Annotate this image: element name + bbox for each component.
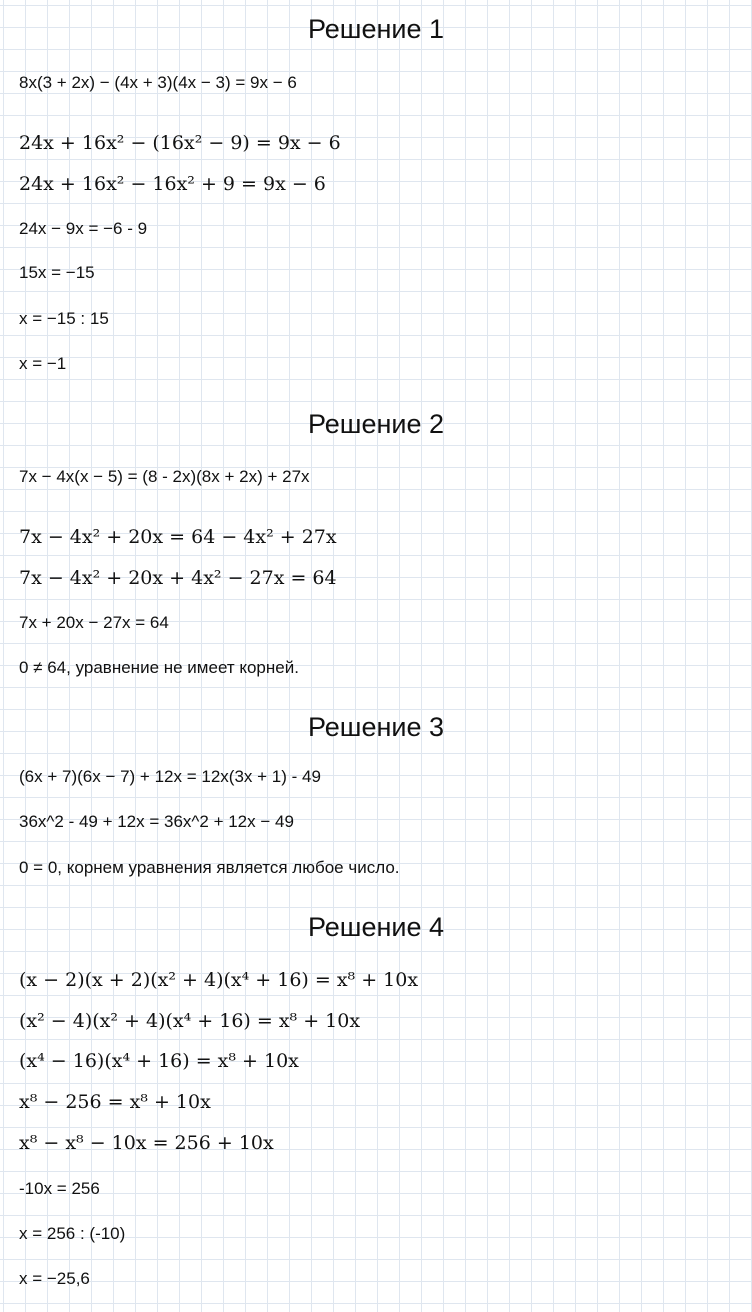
solution-4-line-7: x = 256 : (-10) — [19, 1224, 126, 1243]
solution-2-line-5: 0 ≠ 64, уравнение не имеет корней. — [19, 658, 299, 677]
solution-1-line-2: 24x + 16x² − (16x² − 9) = 9x − 6 — [19, 132, 341, 154]
solution-3-line-3: 0 = 0, корнем уравнения является любое число. — [19, 858, 400, 877]
solution-2-line-2: 7x − 4x² + 20x = 64 − 4x² + 27x — [19, 526, 337, 548]
solution-3-title: Решение 3 — [307, 712, 445, 742]
solution-4-line-2: (x² − 4)(x² + 4)(x⁴ + 16) = x⁸ + 10x — [19, 1010, 361, 1032]
solution-4-line-4: x⁸ − 256 = x⁸ + 10x — [19, 1091, 211, 1113]
solution-1-line-1: 8x(3 + 2x) − (4x + 3)(4x − 3) = 9x − 6 — [19, 73, 297, 92]
solution-4-line-1: (x − 2)(x + 2)(x² + 4)(x⁴ + 16) = x⁸ + 10x — [19, 969, 419, 991]
solution-1-line-6: x = −15 : 15 — [19, 309, 109, 328]
solution-4-line-6: -10x = 256 — [19, 1179, 100, 1198]
solution-2-line-4: 7x + 20x − 27x = 64 — [19, 613, 169, 632]
solution-2-line-1: 7x − 4x(x − 5) = (8 - 2x)(8x + 2x) + 27x — [19, 467, 310, 486]
solution-2-title: Решение 2 — [307, 409, 445, 439]
solution-3-line-2: 36x^2 - 49 + 12x = 36x^2 + 12x − 49 — [19, 812, 294, 831]
solution-4-line-8: x = −25,6 — [19, 1269, 90, 1288]
solution-4-title: Решение 4 — [307, 912, 445, 942]
solution-4-line-5: x⁸ − x⁸ − 10x = 256 + 10x — [19, 1132, 274, 1154]
solution-1-line-3: 24x + 16x² − 16x² + 9 = 9x − 6 — [19, 173, 326, 195]
solution-2-line-3: 7x − 4x² + 20x + 4x² − 27x = 64 — [19, 567, 337, 589]
solution-1-title: Решение 1 — [307, 14, 445, 44]
solution-1-line-7: x = −1 — [19, 354, 67, 373]
solution-4-line-3: (x⁴ − 16)(x⁴ + 16) = x⁸ + 10x — [19, 1050, 299, 1072]
solution-1-line-4: 24x − 9x = −6 - 9 — [19, 219, 148, 238]
solution-1-line-5: 15x = −15 — [19, 263, 95, 282]
solution-3-line-1: (6x + 7)(6x − 7) + 12x = 12x(3x + 1) - 49 — [19, 767, 321, 786]
